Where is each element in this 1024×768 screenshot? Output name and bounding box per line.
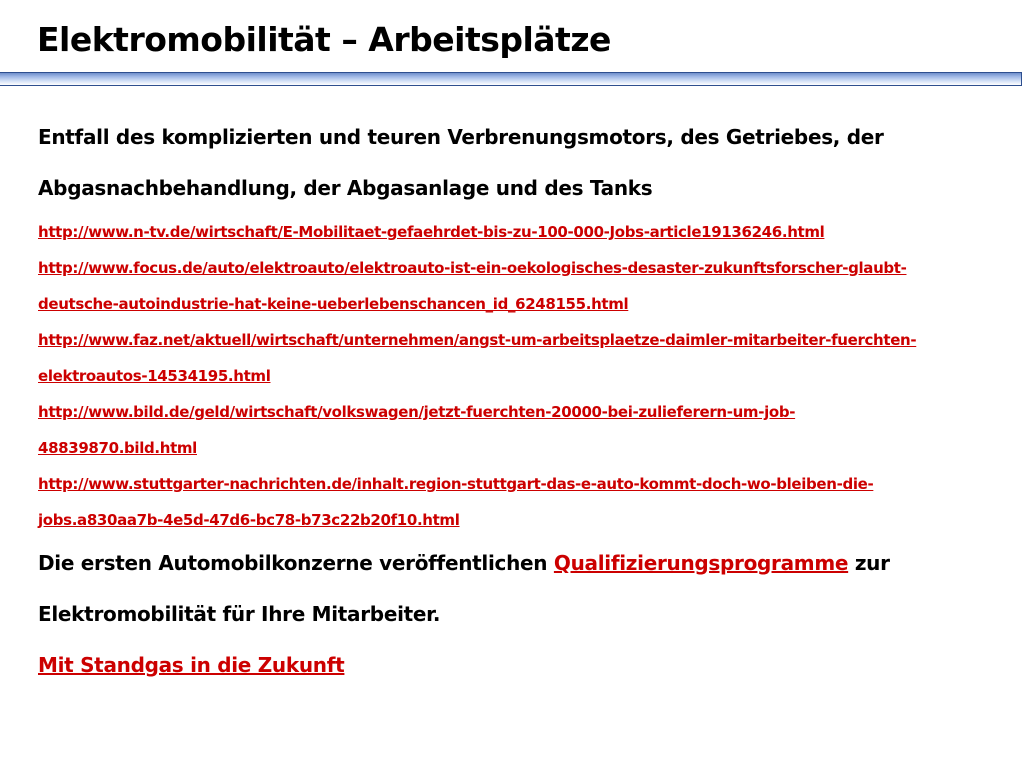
link-stuttgart-part-2[interactable]: jobs.a830aa7b-4e5d-47d6-bc78-b73c22b20f10.html [38,511,460,529]
link-stuttgart-part-1[interactable]: http://www.stuttgarter-nachrichten.de/inhalt.region-stuttgart-das-e-auto-kommt-doch-wo-bleiben-die- [38,475,874,493]
link-faz-line-2[interactable] [38,358,998,394]
link-focus-part-2[interactable]: deutsche-autoindustrie-hat-keine-ueberlebenschancen_id_6248155.html [38,295,629,313]
link-focus-line-2[interactable] [38,286,998,322]
intro-line-2: Abgasnachbehandlung, der Abgasanlage und des Tanks [38,176,653,200]
closing-prefix: Die ersten Automobilkonzerne veröffentlichen [38,551,554,575]
slide-body [38,112,998,691]
link-faz-line-1[interactable] [38,322,998,358]
closing-suffix: zur [848,551,890,575]
link-bild-line-2[interactable] [38,430,998,466]
slide-title: Elektromobilität – Arbeitsplätze [37,20,611,59]
link-stuttgart-line-2[interactable] [38,502,998,538]
link-ntv-line-1[interactable] [38,214,998,250]
link-bild-part-1[interactable]: http://www.bild.de/geld/wirtschaft/volkswagen/jetzt-fuerchten-20000-bei-zulieferern-um-job- [38,403,796,421]
closing-line-1 [38,538,998,589]
closing-line-2: Elektromobilität für Ihre Mitarbeiter. [38,602,441,626]
link-stuttgart-line-1[interactable] [38,466,998,502]
link-bild-line-1[interactable] [38,394,998,430]
link-focus-line-1[interactable] [38,250,998,286]
final-link-line[interactable] [38,640,998,691]
link-bild-part-2[interactable]: 48839870.bild.html [38,439,197,457]
link-faz-part-1[interactable]: http://www.faz.net/aktuell/wirtschaft/unternehmen/angst-um-arbeitsplaetze-daimler-mitarbeiter-fuerchten- [38,331,917,349]
link-ntv[interactable]: http://www.n-tv.de/wirtschaft/E-Mobilitaet-gefaehrdet-bis-zu-100-000-Jobs-article19136246.html [38,223,825,241]
title-divider [0,72,1022,86]
intro-line-1: Entfall des komplizierten und teuren Verbrenungsmotors, des Getriebes, der [38,125,884,149]
qualifizierungsprogramme-link[interactable]: Qualifizierungsprogramme [553,551,849,575]
link-faz-part-2[interactable]: elektroautos-14534195.html [38,367,271,385]
link-focus-part-1[interactable]: http://www.focus.de/auto/elektroauto/elektroauto-ist-ein-oekologisches-desaster-zukunftsforscher-glaubt- [38,259,907,277]
standgas-link[interactable]: Mit Standgas in die Zukunft [38,653,345,677]
